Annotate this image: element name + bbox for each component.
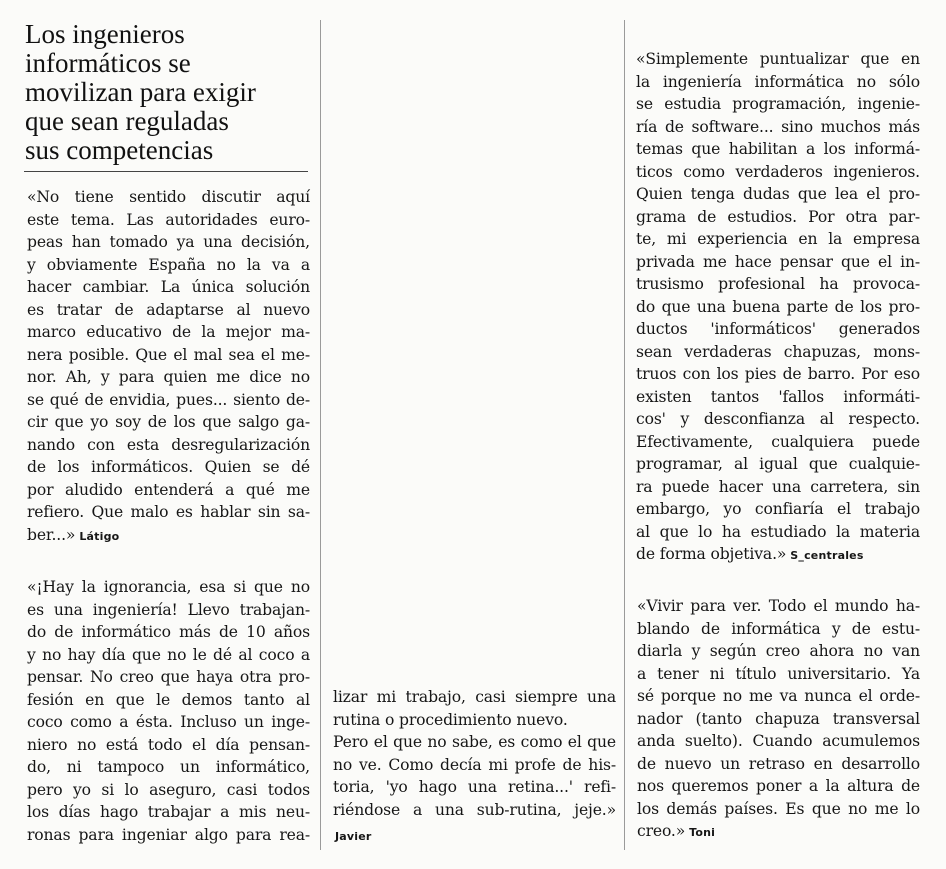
comment-line: por aludido entenderá a qué me: [27, 480, 310, 499]
comment-line: truos con los pies de barro. Por eso: [636, 365, 920, 383]
comment-line: los demás países. Es que no me lo: [637, 799, 920, 818]
comment-line: la ingeniería informática no sólo: [636, 72, 920, 91]
headline-line: que sean reguladas: [25, 106, 229, 136]
comment-line: ductos 'informáticos' generados: [636, 320, 920, 338]
comment-line: blando de informática y de estu-: [637, 619, 920, 638]
comment-line: y obviamente España no la va a: [27, 255, 310, 274]
comment-line: grama de estudios. Por otra par-: [636, 207, 920, 226]
comment-line: te, mi experiencia en la empresa: [636, 230, 920, 248]
comment-line: nor. Ah, y para quien me dice no: [27, 368, 310, 386]
comment-author: Toni: [689, 826, 716, 839]
comment-last-line: [27, 524, 310, 549]
comment-line: peas han tomado ya una decisión,: [27, 233, 310, 251]
comment-line: cos' y desconfianza al respecto.: [636, 410, 920, 428]
comment-line: hacer cambiar. La única solución: [27, 278, 310, 296]
comment-latigo: [27, 186, 310, 548]
column-divider: [320, 20, 321, 850]
comment-line: rutina o procedimiento nuevo.: [333, 710, 568, 729]
comment-line: diarla y según creo ahora no van: [637, 642, 920, 660]
comment-line: marco educativo de la mejor ma-: [27, 323, 310, 341]
comment-line: privada me hace pensar que el in-: [636, 252, 920, 271]
comment-line: cir que yo soy de los que salgo ga-: [27, 413, 310, 431]
comment-line: es una ingeniería! Llevo trabajan-: [27, 600, 310, 619]
comment-line: nera posible. Que el mal sea el me-: [27, 345, 310, 364]
headline-line: Los ingenieros: [25, 19, 185, 49]
comment-line: sean verdaderas chapuzas, mons-: [636, 342, 920, 361]
comment-line: «No tiene sentido discutir aquí: [27, 188, 310, 206]
comment-line: no ve. Como decía mi profe de his-: [333, 755, 616, 774]
comment-line: ber...»: [27, 525, 76, 544]
comment-author: Javier: [335, 830, 372, 843]
comment-line: ra puede hacer una carretera, sin: [636, 477, 920, 496]
comment-line: coco como a ésta. Incluso un inge-: [27, 713, 310, 731]
comment-last-line: [636, 543, 920, 568]
column-divider: [624, 20, 625, 850]
comment-line: pensar. No creo que haya otra pro-: [27, 668, 310, 686]
comment-line: «Vivir para ver. Todo el mundo ha-: [637, 597, 920, 615]
comment-line: es tratar de adaptarse al nuevo: [27, 300, 310, 319]
headline: [25, 20, 315, 165]
comment-line: «Simplemente puntualizar que en: [636, 50, 920, 68]
comment-line: nos queremos poner a la altura de: [637, 777, 920, 795]
comment-s-centrales: [636, 48, 920, 568]
comment-line: a tener ni título universitario. Ya: [637, 664, 920, 683]
comment-line: Efectivamente, cualquiera puede: [636, 432, 920, 451]
comment-line: creo.»: [637, 822, 686, 840]
comment-line: ticos como verdaderos ingenieros.: [636, 162, 920, 181]
comment-last-line: [637, 820, 920, 845]
comment-line: do de informático más de 10 años: [27, 623, 310, 641]
comment-line: este tema. Las autoridades euro-: [27, 210, 310, 229]
comment-line: do que una buena parte de los pro-: [636, 297, 920, 316]
comment-line: anda suelto). Cuando acumulemos: [637, 732, 920, 750]
comment-line: do, ni tampoco un informático,: [27, 758, 310, 776]
comment-line: nando con esta desregularización: [27, 435, 310, 454]
comment-line: «¡Hay la ignorancia, esa si que no: [27, 578, 310, 596]
comment-line: se estudia programación, ingenie-: [636, 95, 920, 113]
comment-author: S_centrales: [790, 549, 864, 562]
comment-line: embargo, yo confiaría el trabajo: [636, 500, 920, 518]
comment-line: ronas para ingeniar algo para rea-: [27, 825, 310, 844]
comment-line: toria, 'yo hago una retina...' refi-: [333, 778, 616, 796]
comment-line: ría de software... sino muchos más: [636, 117, 920, 136]
comment-line: se qué de envidia, pues... siento de-: [27, 390, 310, 409]
comment-author: Látigo: [79, 529, 120, 543]
headline-line: sus competencias: [25, 135, 214, 165]
comment-line: sé porque no me va nunca el orde-: [637, 687, 920, 705]
comment-line: programar, al igual que cualquie-: [636, 455, 920, 473]
comment-line: temas que habilitan a los informá-: [636, 140, 920, 158]
comment-javier-continuation: [333, 686, 616, 821]
comment-line: de nuevo un retraso en desarrollo: [637, 754, 920, 773]
comment-line: pero yo si lo aseguro, casi todos: [27, 780, 310, 799]
comment-line: al que lo ha estudiado la materia: [636, 522, 920, 541]
comment-line: riéndose a una sub-rutina, jeje.»: [333, 800, 616, 819]
headline-line: informáticos se: [25, 48, 191, 78]
headline-line: movilizan para exigir: [25, 77, 256, 107]
comment-line: lizar mi trabajo, casi siempre una: [333, 688, 616, 706]
comment-line: trusismo profesional ha provoca-: [636, 275, 920, 293]
comment-line: de forma objetiva.»: [636, 545, 787, 563]
comment-line: existen tantos 'fallos informáti-: [636, 387, 920, 406]
comment-line: de los informáticos. Quien se dé: [27, 458, 310, 476]
comment-line: niero no está todo el día pensan-: [27, 735, 310, 754]
comment-line: refiero. Que malo es hablar sin sa-: [27, 503, 310, 521]
comment-toni: [637, 595, 920, 845]
comment-line: Pero el que no sabe, es como el que: [333, 733, 616, 751]
comment-line: y no hay día que no le dé al coco a: [27, 645, 310, 664]
comment-line: Quien tenga dudas que lea el pro-: [636, 185, 920, 203]
comment-line: nador (tanto chapuza transversal: [637, 709, 920, 728]
comment-line: fesión en que le demos tanto al: [27, 690, 310, 709]
comment-line: los días hago trabajar a mis neu-: [27, 803, 310, 821]
comment-javier: [27, 576, 310, 846]
headline-divider: [24, 171, 308, 172]
